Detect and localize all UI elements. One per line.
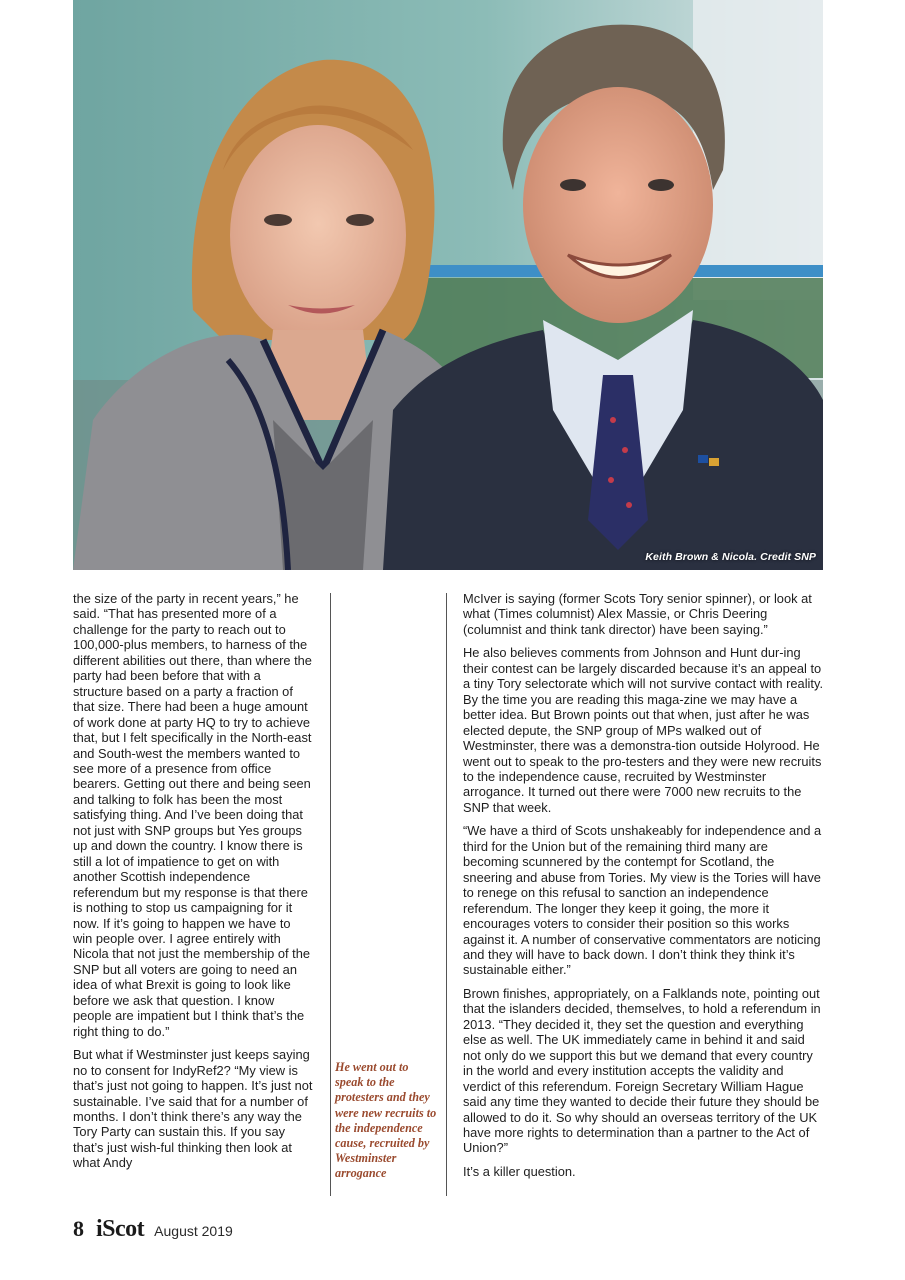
pull-quote: He went out to speak to the protesters and they were new recruits to the independence cause, recruited by Westminster arrogance (335, 1060, 437, 1181)
photo-illustration (73, 0, 823, 570)
page-number: 8 (73, 1216, 84, 1241)
column-divider (330, 593, 331, 1196)
paragraph: McIver is saying (former Scots Tory senior spinner), or look at what (Times columnist) Alex Massie, or Chris Deering (columnist and think tank director) have been saying.” (463, 591, 812, 637)
page-footer (73, 1216, 233, 1248)
paragraph: He also believes comments from Johnson and Hunt dur-ing their contest can be largely discarded because it’s an appeal to a tiny Tory selectorate which will not survive contact with reality. By the time you are reading this maga-zine we may have a better idea. But Brown points out that when, just after he was elected depute, the SNP group of MPs walked out of Westminster, there was a demonstra-tion outside Holyrood. He went out to speak to the pro-testers and they were new recruits to the independence cause, recruited by Westminster arrogance. It turned out there were 7000 new recruits to the SNP that week. (463, 645, 824, 815)
paragraph: But what if Westminster just keeps saying no to consent for IndyRef2? “My view is that’s just not going to happen. It’s just not sustainable. I’ve said that for a number of months. I don’t think there’s any way the Tory Party can sustain this. If you say that’s just wish-ful thinking then look at what Andy (73, 1047, 313, 1171)
issue-date: August 2019 (154, 1223, 233, 1239)
paragraph: “We have a third of Scots unshakeably for independence and a third for the Union but of the remaining third many are becoming scunnered by the contempt for Scotland, the sneering and abuse from Tories. My view is the Tories will have to renege on this refusal to sanction an independence referendum. The longer they keep it going, the more it encourages voters to consider their position so this works against it. A number of conservative commentators are noticing and they will have to back down. I don’t think they think it’s sustainable either.” (463, 823, 822, 978)
article-photo (73, 0, 823, 570)
article-column-right (463, 591, 823, 1187)
photo-caption: Keith Brown & Nicola. Credit SNP (645, 551, 816, 563)
magazine-logo: iScot (96, 1216, 145, 1242)
paragraph: Brown finishes, appropriately, on a Falklands note, pointing out that the islanders decided, themselves, to hold a referendum in 2013. “They decided it, they set the question and everything else as well. The UK immediately came in behind it and said not only do we support this but we demand that every country in the world and every institution accepts the validity and verdict of this referendum. Foreign Secretary William Hague said any time they wanted to decide their future they should be allowed to do it. So why should an overseas territory of the UK have more rights to determination than a partner to the Act of Union?” (463, 985, 821, 1156)
article-column-left (73, 591, 313, 1179)
paragraph: the size of the party in recent years,” he said. “That has presented more of a challenge for the party to reach out to 100,000-plus members, to harness of the different abilities out there, than where the party had been before that with a structure based on a party a fraction of that size. There had been a huge amount of work done at party HQ to try to achieve that, but I felt specifically in the North-east and South-west the members wanted to see more of a presence from office bearers. Getting out there and being seen and talking to folk has been the most satisfying thing. And I’ve been doing that not just with SNP groups but Yes groups up and down the country. I know there is still a lot of impatience to get on with another Scottish independence referendum but my response is that there is nothing to stop us campaigning for it now. If it’s going to happen we have to win people over. I agree entirely with Nicola that not just the membership of the SNP but all voters are going to need an idea of what Brexit is going to look like before we ask that question. I know people are impatient but I think that’s the right thing to do.” (73, 591, 312, 1039)
paragraph: It’s a killer question. (463, 1163, 576, 1179)
column-divider (446, 593, 447, 1196)
